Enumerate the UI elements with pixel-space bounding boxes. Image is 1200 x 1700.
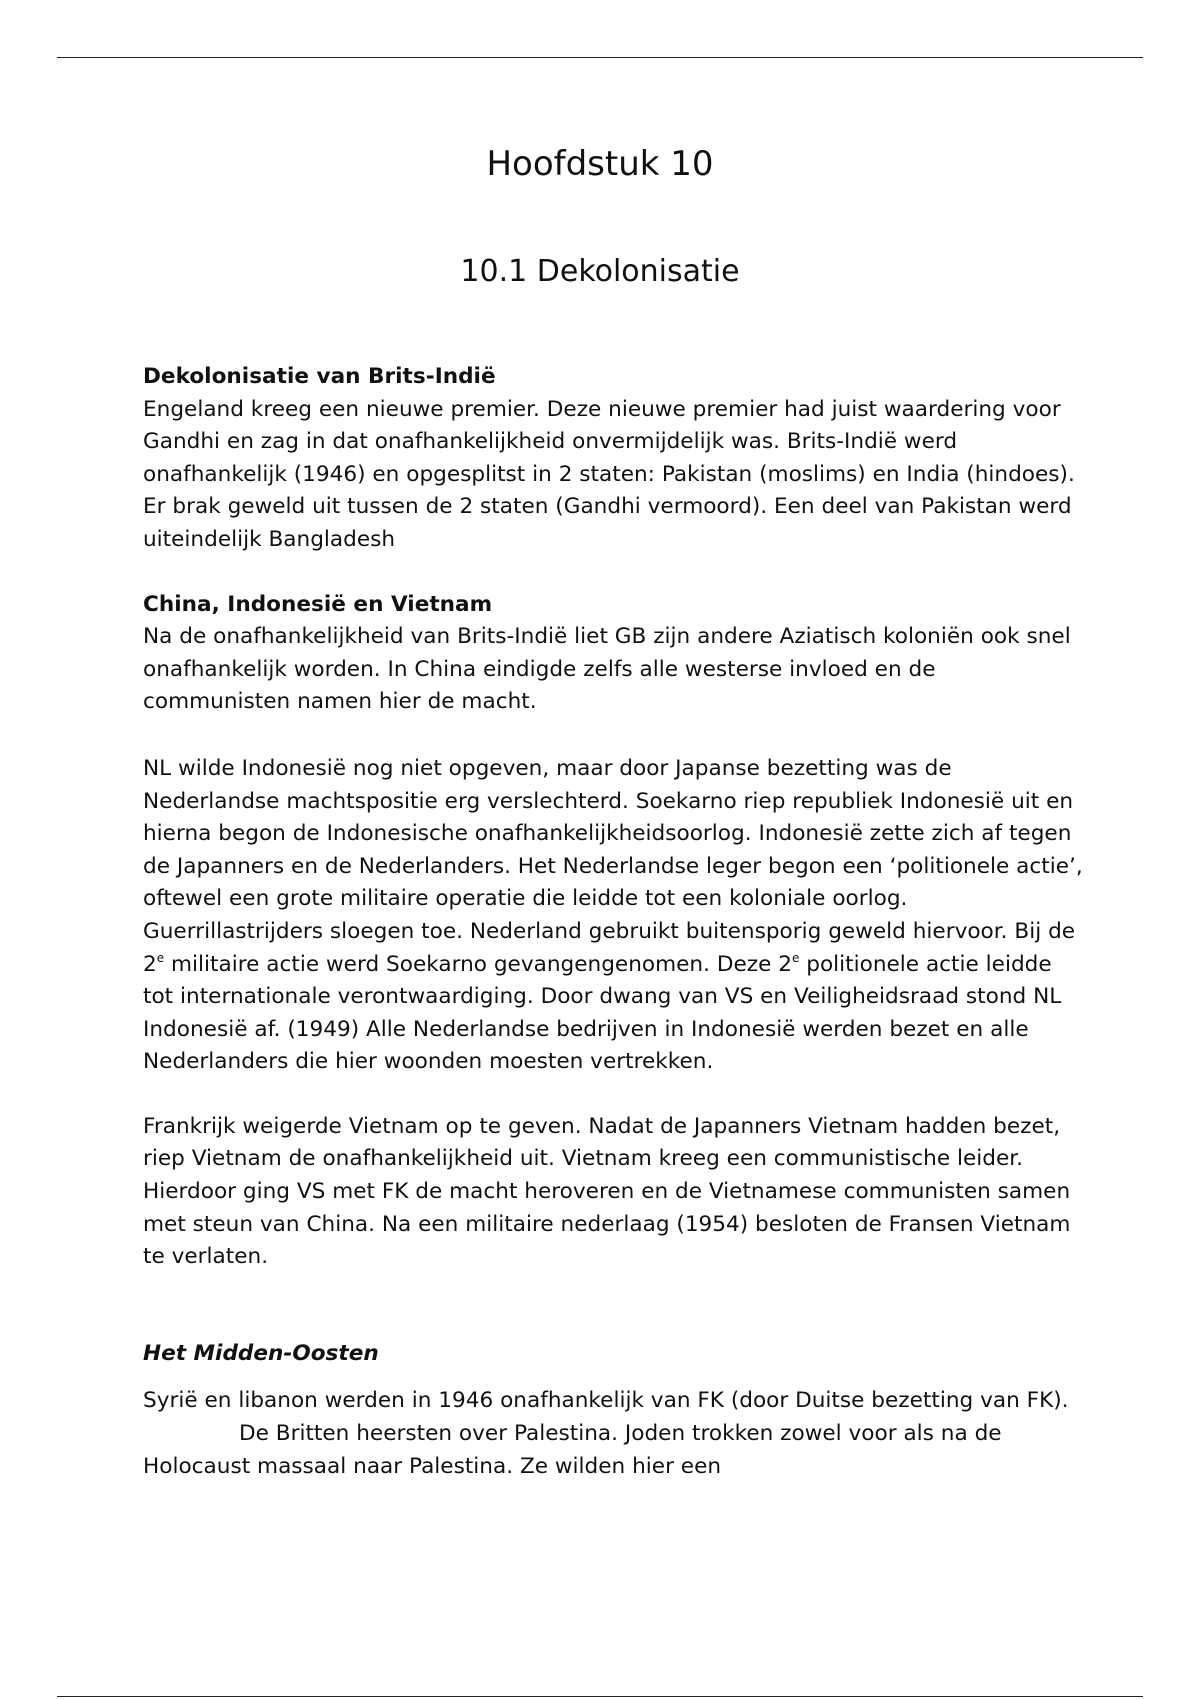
section-heading-brits-indie: Dekolonisatie van Brits-Indië (143, 364, 496, 389)
superscript-ordinal: e (791, 950, 800, 965)
paragraph-vietnam: Frankrijk weigerde Vietnam op te geven. Nadat de Japanners Vietnam hadden bezet, riep Vietnam de onafhankelijkheid uit. Vietnam kreeg een communistische leider. Hierdoor ging VS met FK de macht heroveren en de Vietnamese communisten samen met steun van China. Na een militaire nederlaag (1954) besloten de Fransen Vietnam te verlaten. (143, 1113, 1071, 1270)
paragraph-brits-indie: Engeland kreeg een nieuwe premier. Deze nieuwe premier had juist waardering voor Gandhi en zag in dat onafhankelijkheid onvermijdelijk was. Brits-Indië werd onafhankelijk (1946) en opgesplitst in 2 staten: Pakistan (moslims) en India (hindoes). Er brak geweld uit tussen de 2 staten (Gandhi vermoord). Een deel van Pakistan werd uiteindelijk Bangladesh (143, 396, 1075, 552)
footer-rule (57, 1696, 1143, 1697)
document-body (143, 361, 1083, 1483)
superscript-ordinal: e (156, 950, 165, 965)
chapter-title: Hoofdstuk 10 (486, 144, 714, 184)
paragraph-indonesie (143, 753, 1083, 1079)
paragraph-indonesie-part3: politionele actie leidde tot internationale verontwaardiging. Door dwang van VS en Veiligheidsraad stond NL Indonesië af. (1949) Alle Nederlandse bedrijven in Indonesië werden bezet en alle Nederlanders die hier woonden moesten vertrekken. (143, 951, 1062, 1075)
section-title: 10.1 Dekolonisatie (460, 254, 740, 289)
section-heading-midden-oosten: Het Midden-Oosten (143, 1340, 379, 1366)
paragraph-indonesie-part2: militaire actie werd Soekarno gevangengenomen. Deze 2 (164, 951, 792, 977)
paragraph-indonesie-part1: NL wilde Indonesië nog niet opgeven, maar door Japanse bezetting was de Nederlandse machtspositie erg verslechterd. Soekarno riep republiek Indonesië uit en hierna begon de Indonesische onafhankelijkheidsoorlog. Indonesië zette zich af tegen de Japanners en de Nederlanders. Het Nederlandse leger begon een ‘politionele actie’, oftewel een grote militaire operatie die leidde tot een koloniale oorlog. Guerrillastrijders sloegen toe. Nederland gebruikt buitensporig geweld hiervoor. Bij de 2 (143, 755, 1083, 977)
paragraph-midden-oosten (143, 1385, 1083, 1483)
paragraph-china: Na de onafhankelijkheid van Brits-Indië liet GB zijn andere Aziatisch koloniën ook snel onafhankelijk worden. In China eindigde zelfs alle westerse invloed en de communisten namen hier de macht. (143, 624, 1071, 715)
paragraph-midden-oosten-part2: De Britten heersten over Palestina. Joden trokken zowel voor als na de Holocaust massaal naar Palestina. Ze wilden hier een (143, 1421, 1002, 1479)
section-heading-china-indonesie-vietnam: China, Indonesië en Vietnam (143, 591, 493, 617)
header-rule (57, 57, 1143, 58)
paragraph-midden-oosten-part1: Syrië en libanon werden in 1946 onafhankelijk van FK (door Duitse bezetting van FK). (143, 1388, 1069, 1414)
